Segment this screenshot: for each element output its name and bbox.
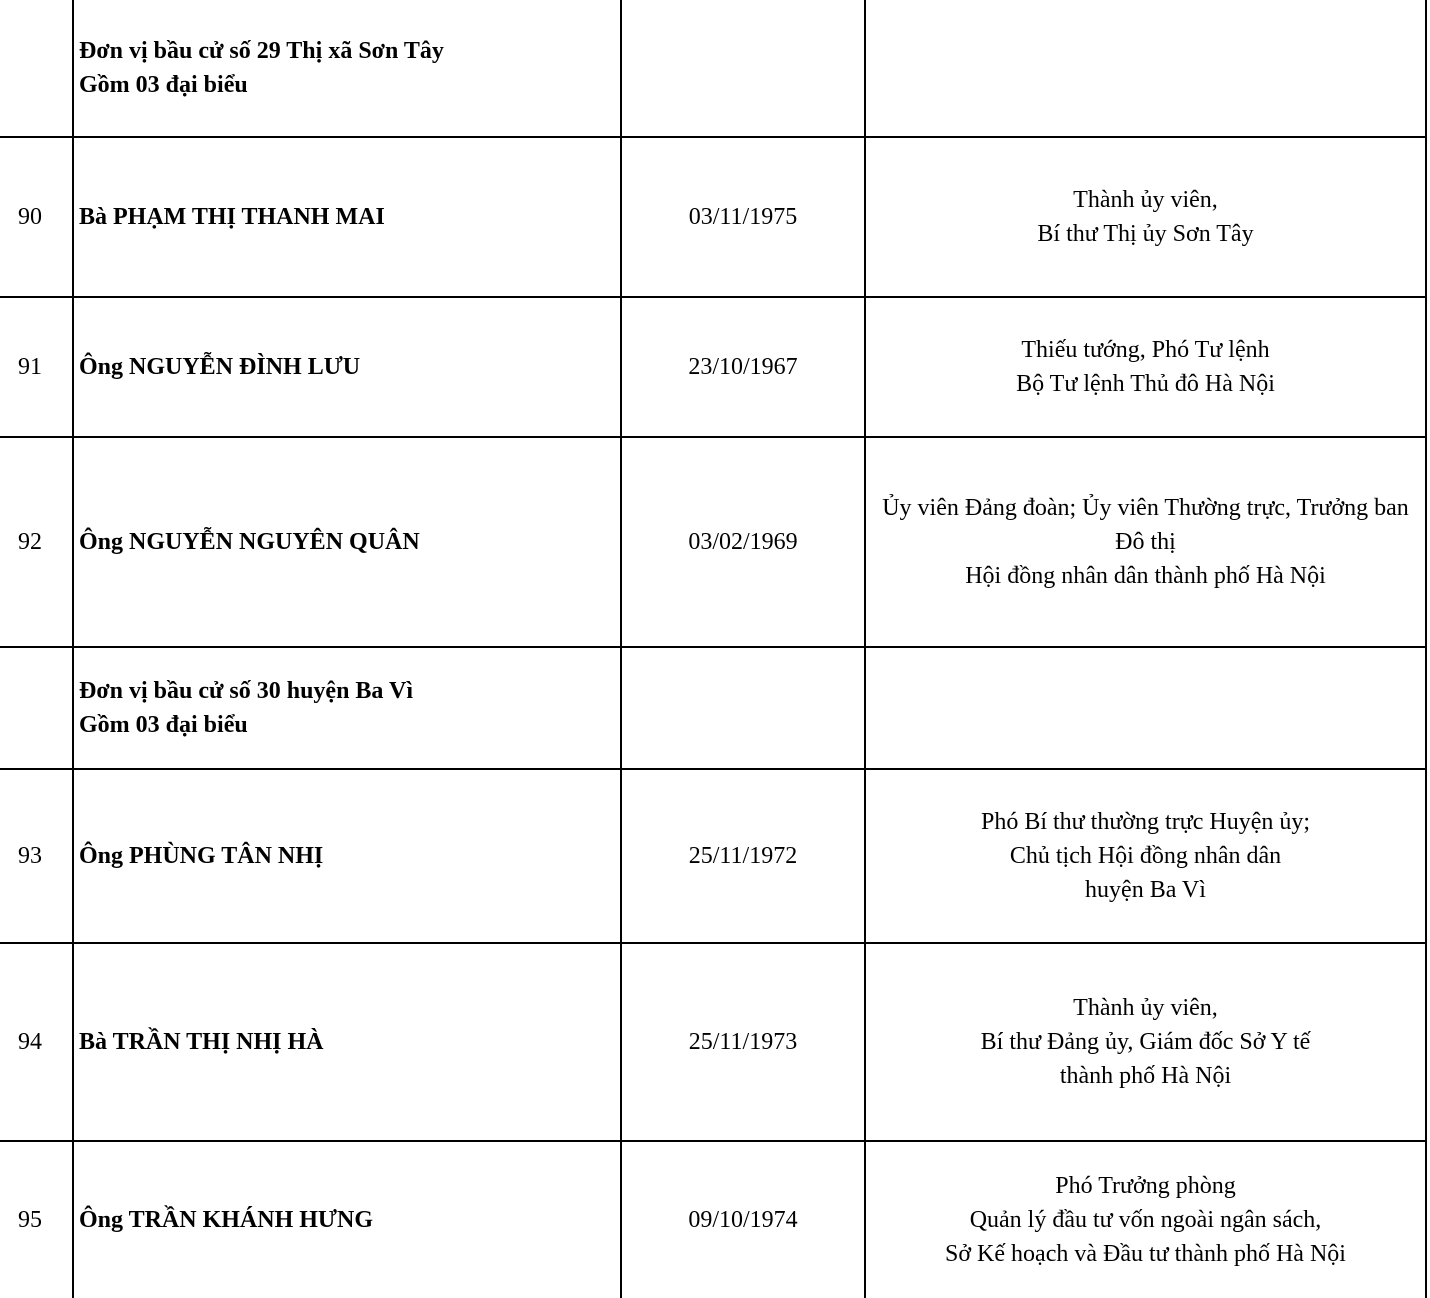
cell-dob [621, 647, 865, 769]
position: Thiếu tướng, Phó Tư lệnh Bộ Tư lệnh Thủ đô Hà Nội [865, 297, 1426, 437]
row-number: 95 [0, 1141, 73, 1298]
table-row [0, 297, 1426, 437]
position: Phó Trưởng phòng Quản lý đầu tư vốn ngoài ngân sách, Sở Kế hoạch và Đầu tư thành phố Hà Nội [865, 1141, 1426, 1298]
position: Ủy viên Đảng đoàn; Ủy viên Thường trực, Trưởng ban Đô thị Hội đồng nhân dân thành phố Hà Nội [865, 437, 1426, 647]
birth-date: 25/11/1973 [621, 943, 865, 1141]
cell-no [0, 0, 73, 137]
position: Thành ủy viên, Bí thư Thị ủy Sơn Tây [865, 137, 1426, 297]
cell-role [865, 0, 1426, 137]
candidate-name: Ông PHÙNG TÂN NHỊ [73, 769, 621, 943]
candidate-name: Ông TRẦN KHÁNH HƯNG [73, 1141, 621, 1298]
candidate-name: Bà TRẦN THỊ NHỊ HÀ [73, 943, 621, 1141]
row-number: 92 [0, 437, 73, 647]
cell-no [0, 647, 73, 769]
row-number: 91 [0, 297, 73, 437]
table-row [0, 943, 1426, 1141]
cell-role [865, 647, 1426, 769]
birth-date: 03/02/1969 [621, 437, 865, 647]
birth-date: 25/11/1972 [621, 769, 865, 943]
position: Phó Bí thư thường trực Huyện ủy; Chủ tịch Hội đồng nhân dân huyện Ba Vì [865, 769, 1426, 943]
birth-date: 23/10/1967 [621, 297, 865, 437]
unit-header-row [0, 647, 1426, 769]
row-number: 90 [0, 137, 73, 297]
unit-header-row [0, 0, 1426, 137]
table-row [0, 769, 1426, 943]
birth-date: 09/10/1974 [621, 1141, 865, 1298]
cell-dob [621, 0, 865, 137]
candidate-name: Ông NGUYỄN ĐÌNH LƯU [73, 297, 621, 437]
candidate-name: Ông NGUYỄN NGUYÊN QUÂN [73, 437, 621, 647]
candidate-name: Bà PHẠM THỊ THANH MAI [73, 137, 621, 297]
row-number: 94 [0, 943, 73, 1141]
table-row [0, 437, 1426, 647]
row-number: 93 [0, 769, 73, 943]
unit-title: Đơn vị bầu cử số 30 huyện Ba Vì Gồm 03 đại biểu [73, 647, 621, 769]
table-row [0, 137, 1426, 297]
position: Thành ủy viên, Bí thư Đảng ủy, Giám đốc Sở Y tế thành phố Hà Nội [865, 943, 1426, 1141]
table-row [0, 1141, 1426, 1298]
unit-title: Đơn vị bầu cử số 29 Thị xã Sơn Tây Gồm 03 đại biểu [73, 0, 621, 137]
birth-date: 03/11/1975 [621, 137, 865, 297]
